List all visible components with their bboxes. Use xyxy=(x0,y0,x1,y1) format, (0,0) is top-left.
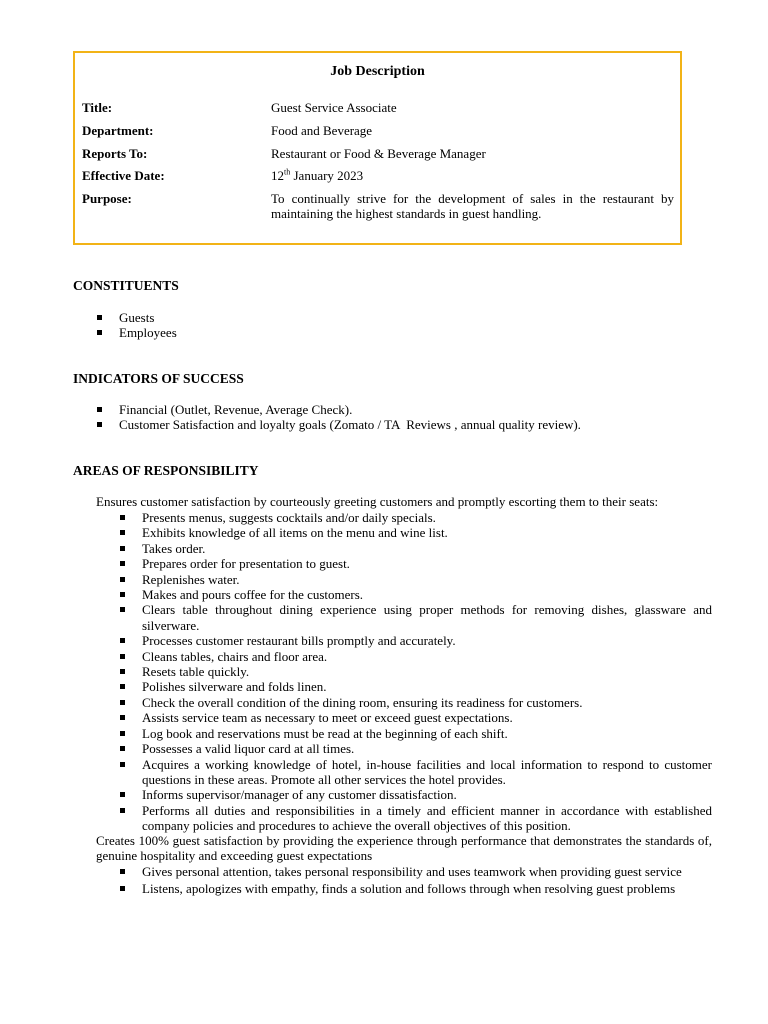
bullet-icon xyxy=(97,407,102,412)
responsibility-list xyxy=(119,510,712,834)
department-label: Department: xyxy=(82,123,154,138)
bullet-icon xyxy=(97,315,102,320)
bullet-icon xyxy=(120,869,125,874)
list-item: Polishes silverware and folds linen. xyxy=(119,679,712,694)
job-description-heading: Job Description xyxy=(330,64,425,79)
list-item: Presents menus, suggests cocktails and/or daily specials. xyxy=(119,510,712,525)
bullet-icon xyxy=(120,607,125,612)
bullet-icon xyxy=(120,669,125,674)
purpose-value: To continually strive for the development of sales in the restaurant by maintaining the highest standards in guest handling. xyxy=(271,191,674,222)
constituents-list xyxy=(96,310,656,341)
satisfaction-intro: Creates 100% guest satisfaction by providing the experience through performance that demonstrates the standards of, genuine hospitality and exceeding guest expectations xyxy=(96,833,712,864)
list-item: Prepares order for presentation to guest. xyxy=(119,556,712,571)
list-item: Exhibits knowledge of all items on the menu and wine list. xyxy=(119,525,712,540)
effective-date-value xyxy=(271,168,674,183)
indicators-heading: INDICATORS OF SUCCESS xyxy=(73,371,244,386)
bullet-icon xyxy=(120,561,125,566)
list-item: Listens, apologizes with empathy, finds a solution and follows through when resolving guest problems xyxy=(119,881,712,896)
list-item: Makes and pours coffee for the customers. xyxy=(119,587,712,602)
list-item: Takes order. xyxy=(119,541,712,556)
bullet-icon xyxy=(97,330,102,335)
department-value: Food and Beverage xyxy=(271,123,373,138)
bullet-icon xyxy=(120,515,125,520)
bullet-icon xyxy=(120,638,125,643)
bullet-icon xyxy=(120,792,125,797)
list-item: Acquires a working knowledge of hotel, in-house facilities and local information to respond to customer questions in these areas. Promote all other services the hotel provides. xyxy=(119,757,712,788)
title-label: Title: xyxy=(82,100,113,115)
bullet-icon xyxy=(120,762,125,767)
bullet-icon xyxy=(120,530,125,535)
list-item: Check the overall condition of the dining room, ensuring its readiness for customers. xyxy=(119,695,712,710)
indicators-list xyxy=(96,402,696,433)
list-item: Cleans tables, chairs and floor area. xyxy=(119,649,712,664)
effective-date-day: 12 xyxy=(271,168,284,183)
responsibility-intro: Ensures customer satisfaction by courteously greeting customers and promptly escorting them to their seats: xyxy=(96,494,659,509)
job-description-box xyxy=(73,51,682,245)
bullet-icon xyxy=(120,731,125,736)
effective-date-suffix: th xyxy=(284,167,291,177)
list-item: Processes customer restaurant bills promptly and accurately. xyxy=(119,633,712,648)
bullet-icon xyxy=(120,715,125,720)
reports-to-label: Reports To: xyxy=(82,146,148,161)
list-item: Assists service team as necessary to meet or exceed guest expectations. xyxy=(119,710,712,725)
purpose-label: Purpose: xyxy=(82,191,132,206)
reports-to-value: Restaurant or Food & Beverage Manager xyxy=(271,146,486,161)
constituents-heading: CONSTITUENTS xyxy=(73,278,179,293)
list-item: Gives personal attention, takes personal responsibility and uses teamwork when providing guest service xyxy=(119,864,712,879)
bullet-icon xyxy=(97,422,102,427)
title-value: Guest Service Associate xyxy=(271,100,397,115)
responsibility-heading: AREAS OF RESPONSIBILITY xyxy=(73,463,259,478)
list-item: Clears table throughout dining experience using proper methods for removing dishes, glassware and silverware. xyxy=(119,602,712,633)
bullet-icon xyxy=(120,592,125,597)
list-item: Guests xyxy=(96,310,656,325)
effective-date-rest: January 2023 xyxy=(290,168,364,183)
bullet-icon xyxy=(120,700,125,705)
list-item: Employees xyxy=(96,325,656,340)
list-item: Resets table quickly. xyxy=(119,664,712,679)
list-item: Possesses a valid liquor card at all times. xyxy=(119,741,712,756)
list-item: Customer Satisfaction and loyalty goals (Zomato / TA Reviews , annual quality review). xyxy=(96,417,696,432)
bullet-icon xyxy=(120,808,125,813)
bullet-icon xyxy=(120,654,125,659)
bullet-icon xyxy=(120,577,125,582)
bullet-icon xyxy=(120,746,125,751)
satisfaction-list xyxy=(119,864,712,897)
list-item: Performs all duties and responsibilities in a timely and efficient manner in accordance with established company policies and procedures to achieve the overall objectives of this position. xyxy=(119,803,712,834)
list-item: Financial (Outlet, Revenue, Average Check). xyxy=(96,402,696,417)
bullet-icon xyxy=(120,546,125,551)
effective-date-label: Effective Date: xyxy=(82,168,165,183)
list-item: Log book and reservations must be read at the beginning of each shift. xyxy=(119,726,712,741)
list-item: Informs supervisor/manager of any customer dissatisfaction. xyxy=(119,787,712,802)
bullet-icon xyxy=(120,886,125,891)
list-item: Replenishes water. xyxy=(119,572,712,587)
bullet-icon xyxy=(120,684,125,689)
